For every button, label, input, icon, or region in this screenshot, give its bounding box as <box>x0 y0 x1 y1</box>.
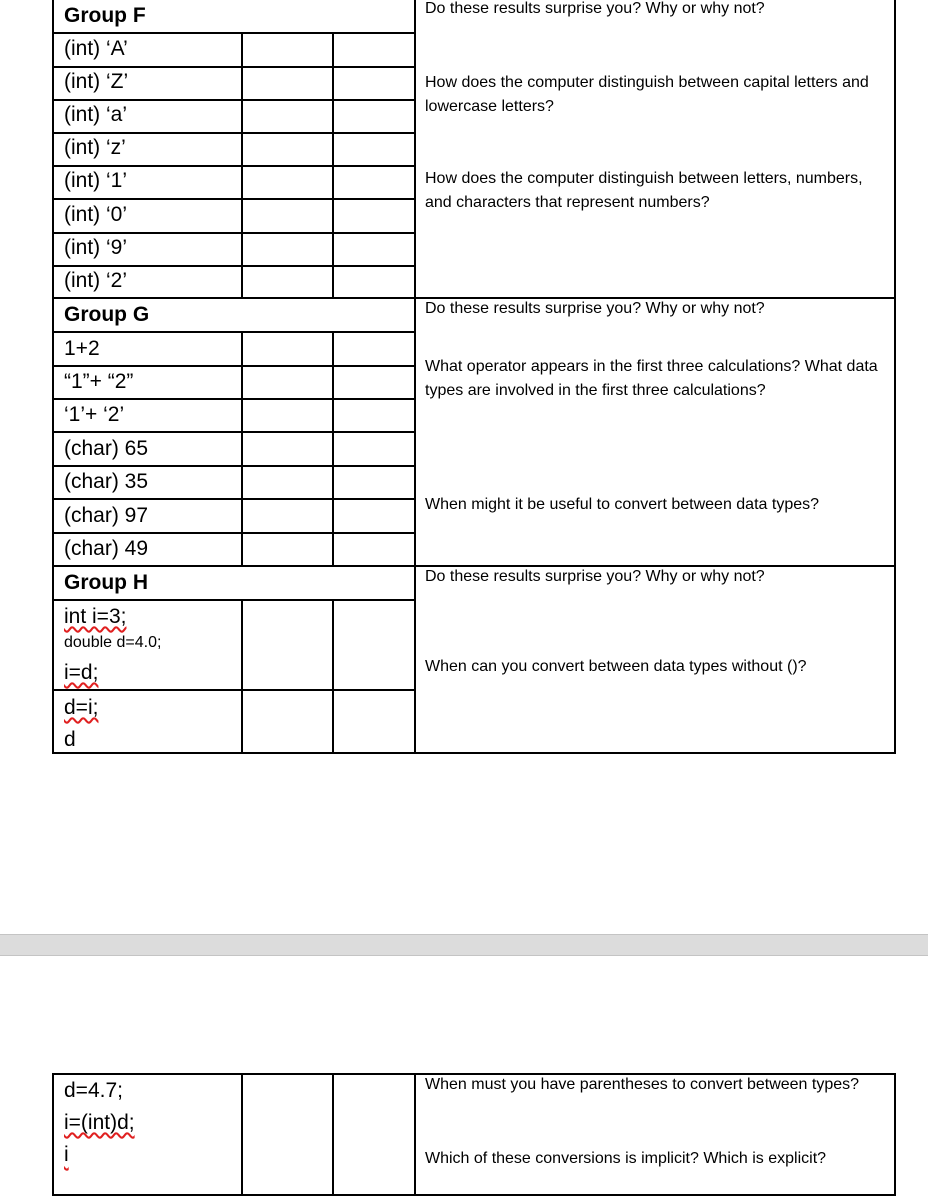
code-line: i=d; <box>64 661 99 684</box>
table-cell: (char) 49 <box>64 537 149 560</box>
table-cell: ‘1’+ ‘2’ <box>64 403 125 426</box>
table-cell: (int) ‘A’ <box>64 37 128 60</box>
table-border <box>894 0 896 754</box>
group-h-heading: Group H <box>64 571 148 594</box>
table-border <box>241 1073 243 1196</box>
table-cell <box>64 695 98 721</box>
question-text: What operator appears in the first three calculations? What data types are involved in the first three calculations? <box>425 358 878 399</box>
table-cell: double d=4.0; <box>64 634 162 651</box>
table-border <box>52 365 416 367</box>
table-cell <box>64 1142 69 1168</box>
table-border <box>414 1073 416 1196</box>
question-text: Which of these conversions is implicit? Which is explicit? <box>425 1150 827 1167</box>
table-cell: (int) ‘a’ <box>64 103 128 126</box>
table-border <box>52 398 416 400</box>
table-border <box>52 689 416 691</box>
table-cell: (int) ‘0’ <box>64 203 128 226</box>
question-text: When must you have parentheses to convert between types? <box>425 1076 860 1093</box>
table-border <box>52 66 416 68</box>
code-line: int i=3; <box>64 605 127 628</box>
question-text: When might it be useful to convert between data types? <box>425 496 820 513</box>
table-border <box>52 532 416 534</box>
table-border <box>52 32 416 34</box>
code-line: i=(int)d; <box>64 1111 135 1134</box>
table-cell: (int) ‘Z’ <box>64 70 129 93</box>
table-cell: “1”+ “2” <box>64 370 134 393</box>
table-border <box>52 465 416 467</box>
table-border <box>52 431 416 433</box>
question-text: Do these results surprise you? Why or why not? <box>425 0 765 17</box>
group-g-heading: Group G <box>64 303 150 326</box>
table-border <box>52 752 896 754</box>
table-cell: (int) ‘9’ <box>64 236 128 259</box>
group-f-heading: Group F <box>64 4 146 27</box>
table-cell <box>64 1110 135 1136</box>
table-cell: 1+2 <box>64 337 100 360</box>
code-line: d=i; <box>64 696 99 719</box>
table-border <box>52 498 416 500</box>
table-cell <box>64 604 126 630</box>
question-text: How does the computer distinguish between letters, numbers, and characters that represent numbers? <box>425 170 863 211</box>
table-cell: (int) ‘z’ <box>64 136 126 159</box>
table-cell: (int) ‘2’ <box>64 269 128 292</box>
table-cell: (char) 65 <box>64 437 149 460</box>
table-border <box>241 599 243 754</box>
table-border <box>332 1073 334 1196</box>
table-border <box>52 165 416 167</box>
question-text: When can you convert between data types without ()? <box>425 658 807 675</box>
code-line: i <box>64 1143 69 1166</box>
table-border <box>52 132 416 134</box>
table-cell: d <box>64 728 76 751</box>
table-cell: d=4.7; <box>64 1079 123 1102</box>
table-border <box>52 599 416 601</box>
question-text: How does the computer distinguish between capital letters and lowercase letters? <box>425 74 869 115</box>
table-border <box>52 1073 54 1196</box>
table-cell <box>64 660 98 686</box>
table-border <box>52 1194 896 1196</box>
table-cell: (char) 97 <box>64 504 149 527</box>
table-border <box>332 599 334 754</box>
question-text: Do these results surprise you? Why or why not? <box>425 568 765 585</box>
table-cell: (int) ‘1’ <box>64 169 128 192</box>
table-border <box>52 331 416 333</box>
table-border <box>414 0 416 754</box>
table-border <box>894 1073 896 1196</box>
table-cell: (char) 35 <box>64 470 149 493</box>
question-text: Do these results surprise you? Why or why not? <box>425 300 765 317</box>
table-border <box>52 99 416 101</box>
table-border <box>52 232 416 234</box>
page-break <box>0 934 928 956</box>
table-border <box>52 265 416 267</box>
table-border <box>52 198 416 200</box>
table-border <box>52 0 54 754</box>
